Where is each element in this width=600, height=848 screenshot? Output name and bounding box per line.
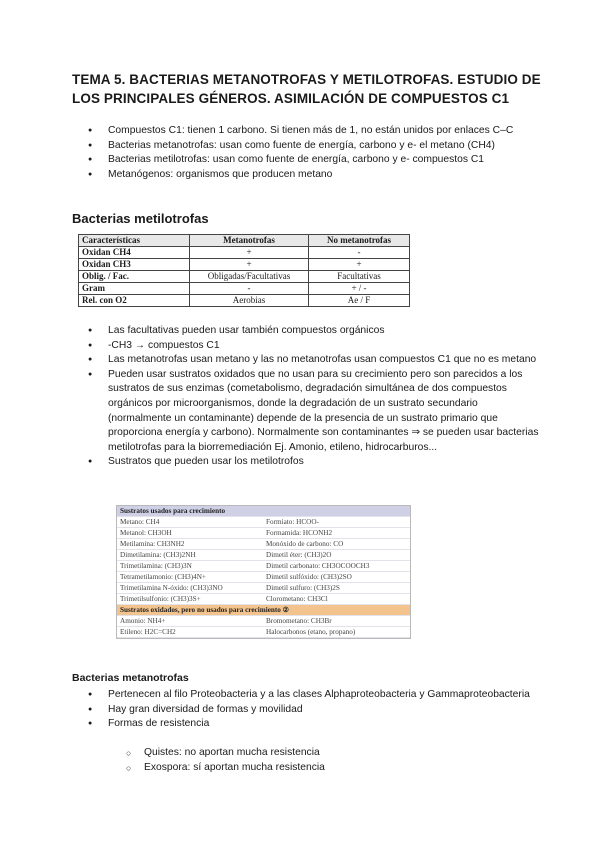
table-row <box>117 539 410 550</box>
table-row <box>79 259 410 271</box>
page-title: TEMA 5. BACTERIAS METANOTROFAS Y METILOTROFAS. ESTUDIO DE LOS PRINCIPALES GÉNEROS. ASIMILACIÓN DE COMPUESTOS C1 <box>72 72 541 106</box>
list-item: ● Formas de resistencia <box>72 717 540 732</box>
table-row <box>79 247 410 259</box>
list-item: ● Hay gran diversidad de formas y movilidad <box>72 703 540 718</box>
table-cell: Oxidan CH3 <box>79 259 190 271</box>
list-item: ○ Quistes: no aportan mucha resistencia <box>72 746 540 761</box>
table-cell: Trimetilsulfonio: (CH3)3S+ <box>117 594 263 605</box>
table-row <box>117 572 410 583</box>
table-cell: Formiato: HCOO- <box>263 517 410 528</box>
table-row <box>117 594 410 605</box>
table-cell: Facultativas <box>309 271 410 283</box>
table-cell: Etileno: H2C=CH2 <box>117 627 263 638</box>
table-cell: Dimetil carbonato: CH3OCOOCH3 <box>263 561 410 572</box>
substrates-table <box>117 506 410 638</box>
list-item: ● Metanógenos: organismos que producen metano <box>72 168 540 183</box>
list-item: ○ Exospora: sí aportan mucha resistencia <box>72 761 540 776</box>
list-item: ● Pertenecen al filo Proteobacteria y a las clases Alphaproteobacteria y Gammaproteobacteria <box>72 688 540 703</box>
table-header-cell: Metanotrofas <box>190 235 309 247</box>
table-cell: Bromometano: CH3Br <box>263 616 410 627</box>
table-cell: Aerobias <box>190 295 309 307</box>
table-cell: Dimetil sulfóxido: (CH3)2SO <box>263 572 410 583</box>
table-cell: + / - <box>309 283 410 295</box>
table-header-cell: No metanotrofas <box>309 235 410 247</box>
table-header-row <box>79 235 410 247</box>
table-header-row <box>117 506 410 517</box>
table-cell: Metanol: CH3OH <box>117 528 263 539</box>
table-cell: Trimetilamina: (CH3)3N <box>117 561 263 572</box>
section2-sublist <box>72 746 540 775</box>
table-cell: Obligadas/Facultativas <box>190 271 309 283</box>
table-row <box>117 528 410 539</box>
section-heading-metanotrofas: Bacterias metanotrofas <box>72 672 189 684</box>
table-cell: Rel. con O2 <box>79 295 190 307</box>
table-row <box>79 271 410 283</box>
table-row <box>117 561 410 572</box>
list-item: ● -CH3 → compuestos C1 <box>72 339 540 354</box>
table-cell: Trimetilamina N-óxido: (CH3)3NO <box>117 583 263 594</box>
table-row <box>79 295 410 307</box>
table-cell: Metilamina: CH3NH2 <box>117 539 263 550</box>
table-header-cell: Características <box>79 235 190 247</box>
table-cell: Oxidan CH4 <box>79 247 190 259</box>
list-item: ● Compuestos C1: tienen 1 carbono. Si tienen más de 1, no están unidos por enlaces C–C <box>72 124 540 139</box>
table-cell: Monóxido de carbono: CO <box>263 539 410 550</box>
table-cell: Tetrametilamonio: (CH3)4N+ <box>117 572 263 583</box>
section1-list <box>72 324 540 470</box>
list-item: ● Bacterias metilotrofas: usan como fuente de energía, carbono y e- compuestos C1 <box>72 153 540 168</box>
table-cell: Amonio: NH4+ <box>117 616 263 627</box>
table-cell: Halocarbonos (etano, propano) <box>263 627 410 638</box>
list-item: ● Sustratos que pueden usar los metilotrofos <box>72 455 540 470</box>
table-row <box>117 550 410 561</box>
section-heading-metilotrofas: Bacterias metilotrofas <box>72 211 209 226</box>
table-cell: + <box>309 259 410 271</box>
table-cell: Dimetilamina: (CH3)2NH <box>117 550 263 561</box>
table-cell: - <box>309 247 410 259</box>
table-cell: + <box>190 259 309 271</box>
comparison-table <box>78 234 410 307</box>
table-header-cell: Sustratos oxidados, pero no usados para crecimiento ② <box>117 605 410 616</box>
list-item: ● Pueden usar sustratos oxidados que no usan para su crecimiento pero son parecidos a los sustratos de sus enzimas (cometabolismo, degradación simultánea de dos compuestos orgánicos por microorganismos, donde la degradación de un sustrato secundario (normalmente un contaminante) depende de la presencia de un sustrato primario que proporciona energía y carbono). Normalmente son contaminantes ⇒ se pueden usar bacterias metilotrofas para la biorremediación Ej. Amonio, etileno, hidrocarburos... <box>72 368 540 456</box>
intro-list <box>72 124 540 182</box>
list-item: ● Bacterias metanotrofas: usan como fuente de energía, carbono y e- el metano (CH4) <box>72 139 540 154</box>
table-cell: Dimetil éter: (CH3)2O <box>263 550 410 561</box>
table-header-row <box>117 605 410 616</box>
list-item: ● Las facultativas pueden usar también compuestos orgánicos <box>72 324 540 339</box>
table-cell: Oblig. / Fac. <box>79 271 190 283</box>
substrates-table-image <box>116 505 411 639</box>
table-cell: Formamida: HCONH2 <box>263 528 410 539</box>
table-row <box>117 616 410 627</box>
table-row <box>117 517 410 528</box>
table-cell: - <box>190 283 309 295</box>
table-cell: Ae / F <box>309 295 410 307</box>
table-cell: Dimetil sulfuro: (CH3)2S <box>263 583 410 594</box>
table-cell: Clorometano: CH3Cl <box>263 594 410 605</box>
table-cell: + <box>190 247 309 259</box>
section2-list <box>72 688 540 732</box>
table-cell: Metano: CH4 <box>117 517 263 528</box>
table-row <box>79 283 410 295</box>
table-row <box>117 583 410 594</box>
list-item: ● Las metanotrofas usan metano y las no metanotrofas usan compuestos C1 que no es metano <box>72 353 540 368</box>
table-row <box>117 627 410 638</box>
table-cell: Gram <box>79 283 190 295</box>
table-header-cell: Sustratos usados para crecimiento <box>117 506 410 517</box>
